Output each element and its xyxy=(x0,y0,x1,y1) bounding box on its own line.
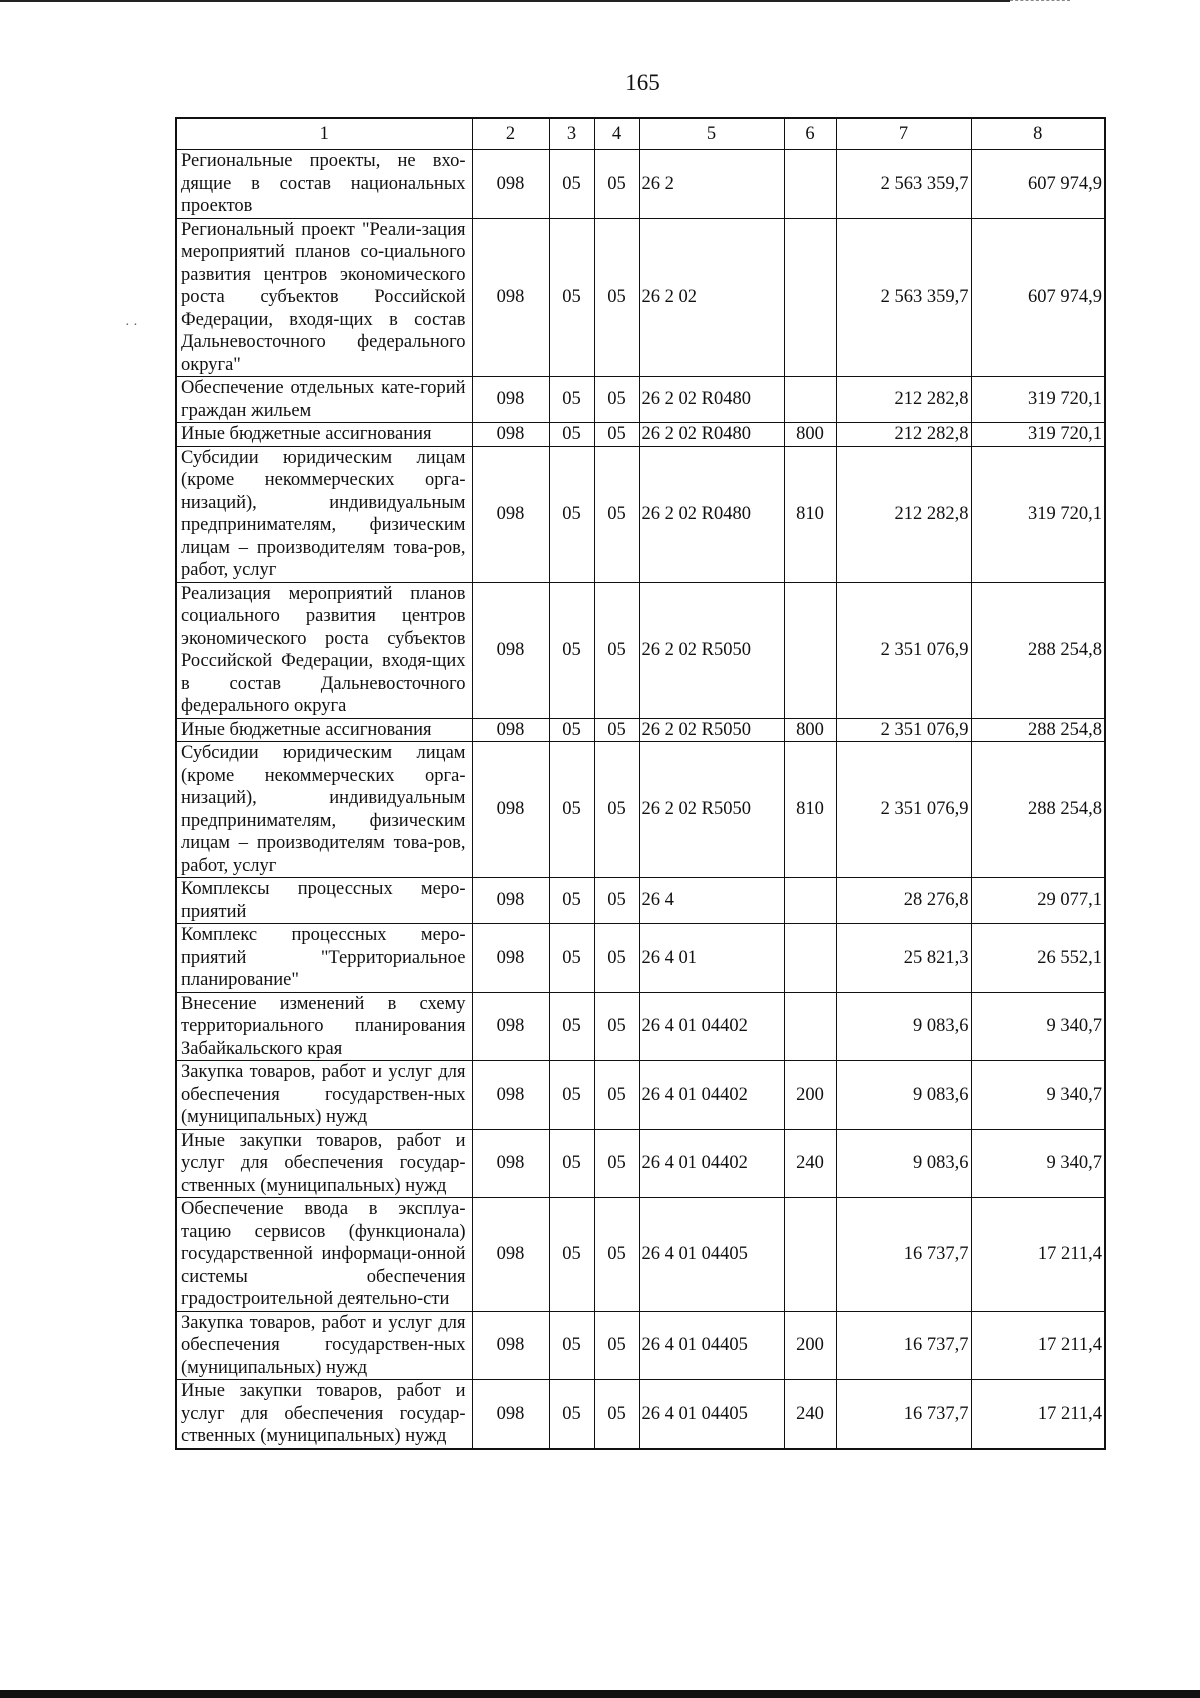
row-description: Обеспечение отдельных кате-горий граждан жильем xyxy=(176,377,472,423)
target-article-code: 26 4 01 04405 xyxy=(639,1198,784,1312)
amount-col-8: 29 077,1 xyxy=(971,878,1105,924)
expense-type-code: 800 xyxy=(784,423,836,447)
amount-col-7: 28 276,8 xyxy=(836,878,971,924)
admin-code: 098 xyxy=(472,1129,549,1198)
expense-type-code: 810 xyxy=(784,742,836,878)
row-description: Иные закупки товаров, работ и услуг для обеспечения государ-ственных (муниципальных) нужд xyxy=(176,1129,472,1198)
target-article-code: 26 2 02 R5050 xyxy=(639,582,784,718)
table-row xyxy=(176,1061,1105,1130)
row-description: Субсидии юридическим лицам (кроме некоммерческих орга-низаций), индивидуальным предпринимателям, физическим лицам – производителям това-ров, работ, услуг xyxy=(176,742,472,878)
amount-col-7: 25 821,3 xyxy=(836,924,971,993)
section-code: 05 xyxy=(549,1380,594,1449)
amount-col-8: 9 340,7 xyxy=(971,992,1105,1061)
amount-col-8: 17 211,4 xyxy=(971,1380,1105,1449)
column-header: 5 xyxy=(639,118,784,150)
amount-col-8: 288 254,8 xyxy=(971,742,1105,878)
admin-code: 098 xyxy=(472,150,549,219)
section-code: 05 xyxy=(549,1311,594,1380)
amount-col-8: 607 974,9 xyxy=(971,218,1105,377)
admin-code: 098 xyxy=(472,924,549,993)
row-description: Закупка товаров, работ и услуг для обеспечения государствен-ных (муниципальных) нужд xyxy=(176,1311,472,1380)
section-code: 05 xyxy=(549,1198,594,1312)
target-article-code: 26 4 01 04402 xyxy=(639,1129,784,1198)
amount-col-7: 9 083,6 xyxy=(836,992,971,1061)
amount-col-7: 2 351 076,9 xyxy=(836,742,971,878)
expense-type-code: 800 xyxy=(784,718,836,742)
target-article-code: 26 2 02 R5050 xyxy=(639,742,784,878)
column-header: 4 xyxy=(594,118,639,150)
section-code: 05 xyxy=(549,218,594,377)
amount-col-7: 16 737,7 xyxy=(836,1380,971,1449)
subsection-code: 05 xyxy=(594,1198,639,1312)
expense-type-code xyxy=(784,992,836,1061)
target-article-code: 26 4 xyxy=(639,878,784,924)
admin-code: 098 xyxy=(472,1380,549,1449)
amount-col-8: 288 254,8 xyxy=(971,718,1105,742)
amount-col-7: 2 351 076,9 xyxy=(836,718,971,742)
column-header: 6 xyxy=(784,118,836,150)
subsection-code: 05 xyxy=(594,742,639,878)
amount-col-7: 9 083,6 xyxy=(836,1129,971,1198)
section-code: 05 xyxy=(549,582,594,718)
subsection-code: 05 xyxy=(594,718,639,742)
table-row xyxy=(176,582,1105,718)
section-code: 05 xyxy=(549,423,594,447)
subsection-code: 05 xyxy=(594,423,639,447)
table-row xyxy=(176,992,1105,1061)
subsection-code: 05 xyxy=(594,1311,639,1380)
target-article-code: 26 2 02 R5050 xyxy=(639,718,784,742)
scan-top-edge-dash xyxy=(1010,0,1070,1)
target-article-code: 26 2 02 R0480 xyxy=(639,377,784,423)
row-description: Региональный проект "Реали-зация мероприятий планов со-циального развития центров экономического роста субъектов Российской Федерации, входя-щих в состав Дальневосточного федерального округа" xyxy=(176,218,472,377)
column-header: 3 xyxy=(549,118,594,150)
subsection-code: 05 xyxy=(594,377,639,423)
section-code: 05 xyxy=(549,150,594,219)
table-row xyxy=(176,423,1105,447)
row-description: Внесение изменений в схему территориального планирования Забайкальского края xyxy=(176,992,472,1061)
amount-col-7: 2 563 359,7 xyxy=(836,150,971,219)
row-description: Комплекс процессных меро-приятий "Территориальное планирование" xyxy=(176,924,472,993)
amount-col-7: 212 282,8 xyxy=(836,446,971,582)
admin-code: 098 xyxy=(472,742,549,878)
table-row xyxy=(176,924,1105,993)
amount-col-7: 212 282,8 xyxy=(836,377,971,423)
column-header: 1 xyxy=(176,118,472,150)
table-row xyxy=(176,1380,1105,1449)
admin-code: 098 xyxy=(472,1061,549,1130)
row-description: Комплексы процессных меро-приятий xyxy=(176,878,472,924)
table-row xyxy=(176,1198,1105,1312)
admin-code: 098 xyxy=(472,423,549,447)
amount-col-8: 319 720,1 xyxy=(971,446,1105,582)
page-number: 165 xyxy=(625,70,660,95)
row-description: Иные закупки товаров, работ и услуг для обеспечения государ-ственных (муниципальных) нужд xyxy=(176,1380,472,1449)
admin-code: 098 xyxy=(472,218,549,377)
scan-margin-dots: · · xyxy=(125,318,138,333)
table-row xyxy=(176,1311,1105,1380)
subsection-code: 05 xyxy=(594,582,639,718)
table-row xyxy=(176,377,1105,423)
subsection-code: 05 xyxy=(594,924,639,993)
target-article-code: 26 2 02 R0480 xyxy=(639,423,784,447)
expense-type-code xyxy=(784,582,836,718)
row-description: Закупка товаров, работ и услуг для обеспечения государствен-ных (муниципальных) нужд xyxy=(176,1061,472,1130)
expense-type-code xyxy=(784,218,836,377)
scan-bottom-edge xyxy=(0,1690,1200,1698)
amount-col-8: 319 720,1 xyxy=(971,423,1105,447)
expense-type-code: 240 xyxy=(784,1129,836,1198)
admin-code: 098 xyxy=(472,878,549,924)
amount-col-8: 17 211,4 xyxy=(971,1311,1105,1380)
expense-type-code xyxy=(784,878,836,924)
amount-col-8: 607 974,9 xyxy=(971,150,1105,219)
expense-type-code: 200 xyxy=(784,1311,836,1380)
section-code: 05 xyxy=(549,718,594,742)
column-header: 2 xyxy=(472,118,549,150)
scan-top-edge xyxy=(0,0,1010,2)
table-row xyxy=(176,878,1105,924)
target-article-code: 26 4 01 xyxy=(639,924,784,993)
amount-col-8: 9 340,7 xyxy=(971,1129,1105,1198)
admin-code: 098 xyxy=(472,1198,549,1312)
amount-col-8: 319 720,1 xyxy=(971,377,1105,423)
amount-col-7: 16 737,7 xyxy=(836,1198,971,1312)
amount-col-8: 288 254,8 xyxy=(971,582,1105,718)
section-code: 05 xyxy=(549,1129,594,1198)
expense-type-code xyxy=(784,150,836,219)
target-article-code: 26 2 xyxy=(639,150,784,219)
budget-table xyxy=(175,117,1106,1450)
amount-col-8: 9 340,7 xyxy=(971,1061,1105,1130)
subsection-code: 05 xyxy=(594,446,639,582)
row-description: Реализация мероприятий планов социального развития центров экономического роста субъектов Российской Федерации, входя-щих в состав Дальневосточного федерального округа xyxy=(176,582,472,718)
admin-code: 098 xyxy=(472,718,549,742)
table-row xyxy=(176,1129,1105,1198)
row-description: Субсидии юридическим лицам (кроме некоммерческих орга-низаций), индивидуальным предпринимателям, физическим лицам – производителям това-ров, работ, услуг xyxy=(176,446,472,582)
amount-col-8: 17 211,4 xyxy=(971,1198,1105,1312)
table-row xyxy=(176,150,1105,219)
table-row xyxy=(176,218,1105,377)
section-code: 05 xyxy=(549,742,594,878)
table-header-row xyxy=(176,118,1105,150)
subsection-code: 05 xyxy=(594,218,639,377)
table-row xyxy=(176,446,1105,582)
admin-code: 098 xyxy=(472,1311,549,1380)
row-description: Иные бюджетные ассигнования xyxy=(176,718,472,742)
expense-type-code xyxy=(784,924,836,993)
amount-col-7: 9 083,6 xyxy=(836,1061,971,1130)
target-article-code: 26 4 01 04402 xyxy=(639,992,784,1061)
subsection-code: 05 xyxy=(594,150,639,219)
column-header: 8 xyxy=(971,118,1105,150)
admin-code: 098 xyxy=(472,446,549,582)
subsection-code: 05 xyxy=(594,1061,639,1130)
amount-col-7: 212 282,8 xyxy=(836,423,971,447)
expense-type-code xyxy=(784,1198,836,1312)
row-description: Иные бюджетные ассигнования xyxy=(176,423,472,447)
section-code: 05 xyxy=(549,446,594,582)
table-row xyxy=(176,742,1105,878)
expense-type-code: 810 xyxy=(784,446,836,582)
subsection-code: 05 xyxy=(594,1129,639,1198)
amount-col-7: 2 351 076,9 xyxy=(836,582,971,718)
expense-type-code xyxy=(784,377,836,423)
subsection-code: 05 xyxy=(594,1380,639,1449)
target-article-code: 26 2 02 R0480 xyxy=(639,446,784,582)
admin-code: 098 xyxy=(472,582,549,718)
subsection-code: 05 xyxy=(594,992,639,1061)
section-code: 05 xyxy=(549,992,594,1061)
expense-type-code: 200 xyxy=(784,1061,836,1130)
target-article-code: 26 4 01 04402 xyxy=(639,1061,784,1130)
section-code: 05 xyxy=(549,1061,594,1130)
row-description: Обеспечение ввода в эксплуа-тацию сервисов (функционала) государственной информаци-онной системы обеспечения градостроительной деятельно-сти xyxy=(176,1198,472,1312)
amount-col-7: 16 737,7 xyxy=(836,1311,971,1380)
admin-code: 098 xyxy=(472,377,549,423)
admin-code: 098 xyxy=(472,992,549,1061)
section-code: 05 xyxy=(549,377,594,423)
column-header: 7 xyxy=(836,118,971,150)
target-article-code: 26 4 01 04405 xyxy=(639,1311,784,1380)
section-code: 05 xyxy=(549,924,594,993)
amount-col-8: 26 552,1 xyxy=(971,924,1105,993)
row-description: Региональные проекты, не вхо-дящие в состав национальных проектов xyxy=(176,150,472,219)
subsection-code: 05 xyxy=(594,878,639,924)
amount-col-7: 2 563 359,7 xyxy=(836,218,971,377)
target-article-code: 26 2 02 xyxy=(639,218,784,377)
table-row xyxy=(176,718,1105,742)
section-code: 05 xyxy=(549,878,594,924)
expense-type-code: 240 xyxy=(784,1380,836,1449)
target-article-code: 26 4 01 04405 xyxy=(639,1380,784,1449)
